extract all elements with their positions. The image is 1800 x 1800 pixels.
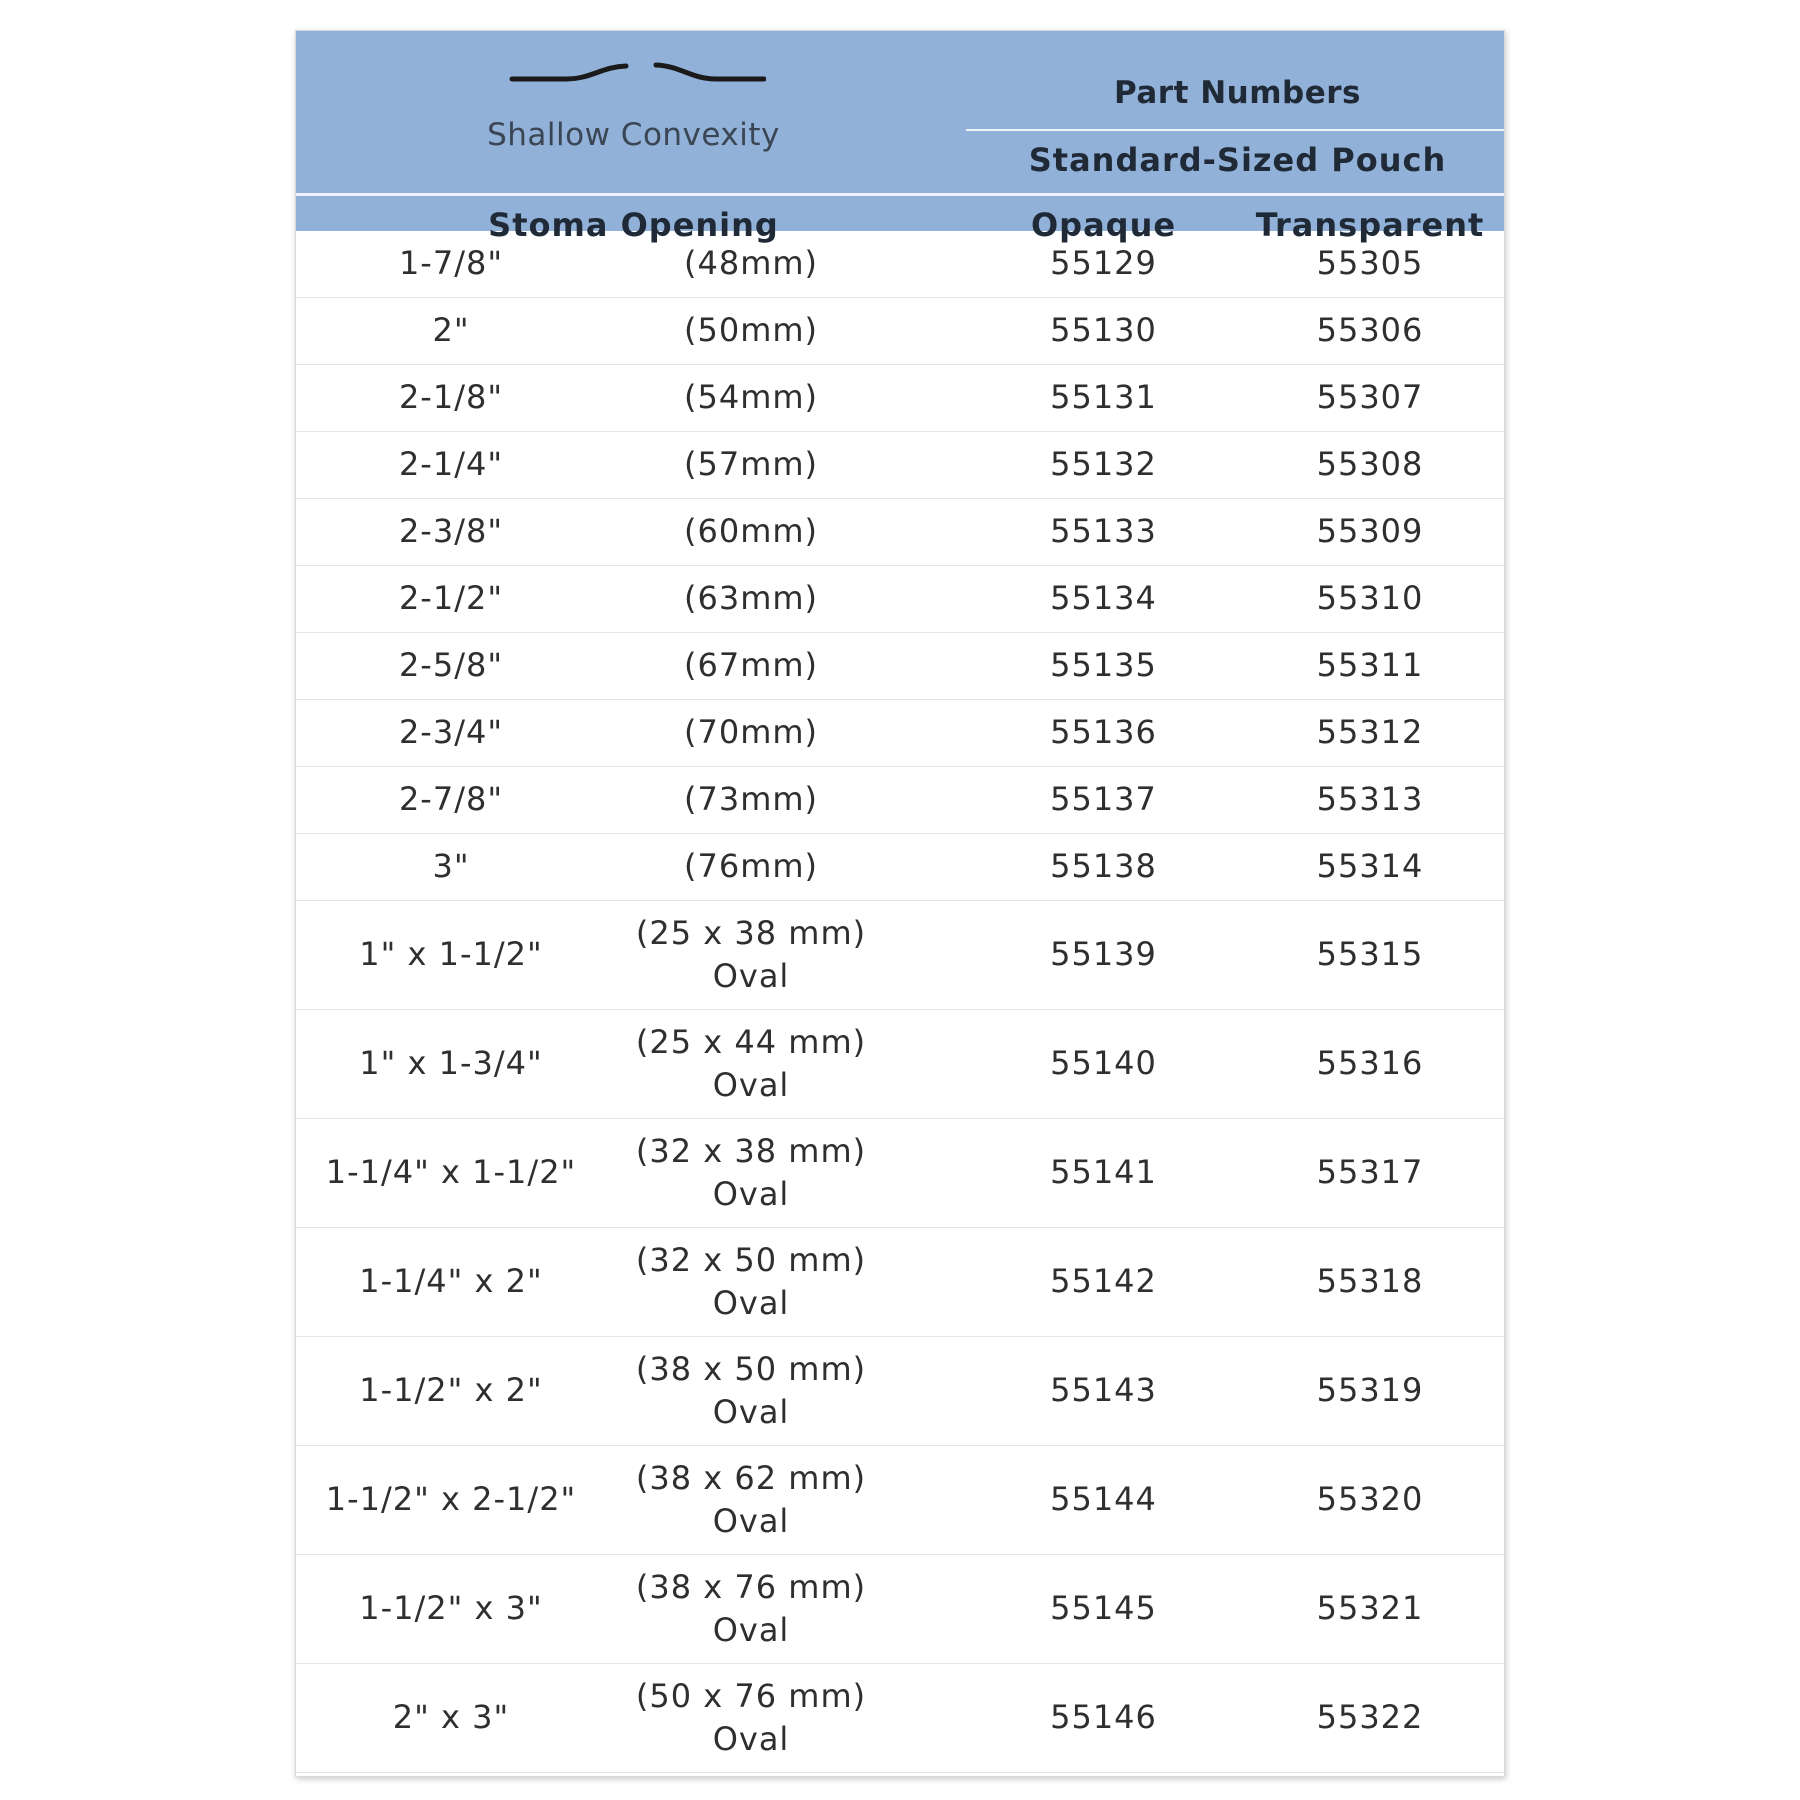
stoma-size-inches: 2" <box>432 311 470 350</box>
opaque-part-number: 55129 <box>1050 244 1157 283</box>
part-number-table <box>295 30 1505 1777</box>
transparent-part-number: 55308 <box>1316 445 1424 484</box>
table-row <box>296 1446 1504 1555</box>
stoma-size-inches: 3" <box>432 847 470 886</box>
transparent-part-number: 55318 <box>1316 1262 1424 1301</box>
transparent-part-number: 55315 <box>1316 935 1424 974</box>
convexity-header <box>296 31 971 164</box>
stoma-size-inches: 2-5/8" <box>398 646 504 685</box>
transparent-part-number: 55314 <box>1316 847 1424 886</box>
table-row <box>296 767 1504 834</box>
opaque-part-number: 55133 <box>1050 512 1157 551</box>
stoma-size-mm: (67mm) <box>683 646 819 685</box>
transparent-part-number: 55319 <box>1316 1371 1424 1410</box>
stoma-size-inches: 1-1/4" x 2" <box>359 1262 543 1301</box>
opaque-part-number: 55140 <box>1050 1044 1157 1083</box>
table-row <box>296 1010 1504 1119</box>
table-row <box>296 298 1504 365</box>
stoma-size-mm: (63mm) <box>683 579 819 618</box>
opaque-part-number: 55130 <box>1050 311 1157 350</box>
transparent-part-number: 55310 <box>1316 579 1424 618</box>
opaque-part-number: 55135 <box>1050 646 1157 685</box>
stoma-size-mm: (57mm) <box>683 445 819 484</box>
opaque-part-number: 55131 <box>1050 378 1157 417</box>
table-row <box>296 1664 1504 1773</box>
opaque-part-number: 55137 <box>1050 780 1157 819</box>
table-row <box>296 566 1504 633</box>
opaque-part-number: 55139 <box>1050 935 1157 974</box>
transparent-part-number: 55317 <box>1316 1153 1424 1192</box>
stoma-size-mm: (60mm) <box>683 512 819 551</box>
shallow-convexity-curve-icon <box>506 55 766 95</box>
opaque-part-number: 55142 <box>1050 1262 1157 1301</box>
opaque-part-number: 55138 <box>1050 847 1157 886</box>
convexity-label: Shallow Convexity <box>487 117 780 153</box>
stoma-size-inches: 1-7/8" <box>398 244 504 283</box>
transparent-part-number: 55320 <box>1316 1480 1424 1519</box>
table-header <box>296 31 1504 244</box>
table-row <box>296 633 1504 700</box>
stoma-size-inches: 2-3/8" <box>398 512 504 551</box>
opaque-part-number: 55136 <box>1050 713 1157 752</box>
column-header-opaque: Opaque <box>1030 206 1177 244</box>
stoma-size-mm: (76mm) <box>683 847 819 886</box>
stoma-size-mm: (25 x 44 mm) Oval <box>635 1022 867 1104</box>
table-row <box>296 1119 1504 1228</box>
stoma-size-mm: (48mm) <box>683 244 819 283</box>
stoma-size-mm: (73mm) <box>683 780 819 819</box>
opaque-part-number: 55146 <box>1050 1698 1157 1737</box>
stoma-size-mm: (54mm) <box>683 378 819 417</box>
stoma-size-mm: (32 x 38 mm) Oval <box>635 1131 867 1213</box>
stoma-size-inches: 1" x 1-3/4" <box>359 1044 543 1083</box>
stoma-size-inches: 1-1/2" x 2" <box>359 1371 543 1410</box>
column-header-stoma-opening: Stoma Opening <box>488 206 779 244</box>
table-row <box>296 1228 1504 1337</box>
opaque-part-number: 55145 <box>1050 1589 1157 1628</box>
stoma-size-mm: (50mm) <box>683 311 819 350</box>
header-divider <box>296 193 1504 196</box>
table-row <box>296 365 1504 432</box>
table-row <box>296 700 1504 767</box>
table-row <box>296 834 1504 901</box>
opaque-part-number: 55141 <box>1050 1153 1157 1192</box>
pouch-type-heading: Standard-Sized Pouch <box>1028 141 1447 179</box>
transparent-part-number: 55313 <box>1316 780 1424 819</box>
table-row <box>296 1555 1504 1664</box>
stoma-size-inches: 1-1/4" x 1-1/2" <box>325 1153 577 1192</box>
column-header-transparent: Transparent <box>1255 206 1485 244</box>
stoma-size-mm: (50 x 76 mm) Oval <box>635 1676 867 1758</box>
table-row <box>296 1337 1504 1446</box>
stoma-size-inches: 1" x 1-1/2" <box>359 935 543 974</box>
transparent-part-number: 55312 <box>1316 713 1424 752</box>
transparent-part-number: 55307 <box>1316 378 1424 417</box>
stoma-size-mm: (38 x 76 mm) Oval <box>635 1567 867 1649</box>
table-row <box>296 901 1504 1010</box>
part-numbers-heading: Part Numbers <box>1114 75 1361 111</box>
stoma-size-inches: 2-1/8" <box>398 378 504 417</box>
header-divider <box>966 129 1504 131</box>
stoma-size-mm: (70mm) <box>683 713 819 752</box>
transparent-part-number: 55322 <box>1316 1698 1424 1737</box>
stoma-size-inches: 1-1/2" x 2-1/2" <box>325 1480 577 1519</box>
transparent-part-number: 55321 <box>1316 1589 1424 1628</box>
stoma-size-inches: 1-1/2" x 3" <box>359 1589 543 1628</box>
table-row <box>296 499 1504 566</box>
table-body <box>296 231 1504 1773</box>
transparent-part-number: 55305 <box>1316 244 1424 283</box>
transparent-part-number: 55306 <box>1316 311 1424 350</box>
opaque-part-number: 55144 <box>1050 1480 1157 1519</box>
opaque-part-number: 55132 <box>1050 445 1157 484</box>
stoma-size-inches: 2" x 3" <box>392 1698 510 1737</box>
stoma-size-inches: 2-1/2" <box>398 579 504 618</box>
stoma-size-mm: (38 x 62 mm) Oval <box>635 1458 867 1540</box>
stoma-size-inches: 2-3/4" <box>398 713 504 752</box>
stoma-size-mm: (32 x 50 mm) Oval <box>635 1240 867 1322</box>
transparent-part-number: 55309 <box>1316 512 1424 551</box>
stoma-size-mm: (25 x 38 mm) Oval <box>635 913 867 995</box>
opaque-part-number: 55134 <box>1050 579 1157 618</box>
transparent-part-number: 55316 <box>1316 1044 1424 1083</box>
opaque-part-number: 55143 <box>1050 1371 1157 1410</box>
table-row <box>296 432 1504 499</box>
transparent-part-number: 55311 <box>1316 646 1424 685</box>
stoma-size-inches: 2-1/4" <box>398 445 504 484</box>
stoma-size-mm: (38 x 50 mm) Oval <box>635 1349 867 1431</box>
table-row <box>296 231 1504 298</box>
stoma-size-inches: 2-7/8" <box>398 780 504 819</box>
